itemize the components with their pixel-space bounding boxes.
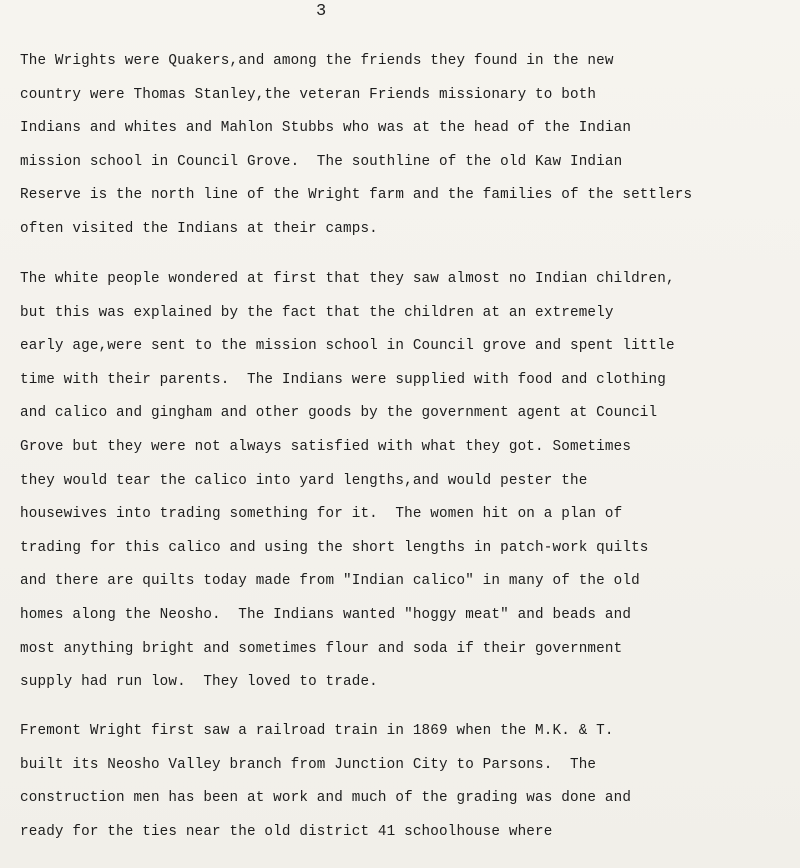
- text-line: trading for this calico and using the short lengths in patch-work quilts: [20, 539, 649, 556]
- text-line: Fremont Wright first saw a railroad train in 1869 when the M.K. & T.: [20, 723, 614, 739]
- text-line: construction men has been at work and much of the grading was done and: [20, 790, 632, 807]
- text-line: mission school in Council Grove. The southline of the old Kaw Indian: [20, 153, 623, 170]
- text-line: Grove but they were not always satisfied with what they got. Sometimes: [20, 438, 632, 455]
- text-line: homes along the Neosho. The Indians wanted "hoggy meat" and beads and: [20, 606, 632, 623]
- paragraph-3: [20, 715, 631, 849]
- text-line: Reserve is the north line of the Wright farm and the families of the settlers: [20, 187, 693, 204]
- text-line: they would tear the calico into yard lengths,and would pester the: [20, 472, 588, 489]
- text-line: country were Thomas Stanley,the veteran Friends missionary to both: [20, 86, 597, 103]
- text-line: built its Neosho Valley branch from Junction City to Parsons. The: [20, 756, 597, 773]
- paragraph-1: [20, 45, 692, 247]
- text-line: most anything bright and sometimes flour and soda if their government: [20, 640, 623, 657]
- text-line: Indians and whites and Mahlon Stubbs who was at the head of the Indian: [20, 120, 632, 137]
- text-line: time with their parents. The Indians were supplied with food and clothing: [20, 371, 666, 388]
- text-line: ready for the ties near the old district 41 schoolhouse where: [20, 823, 553, 840]
- text-line: often visited the Indians at their camps.: [20, 220, 378, 237]
- text-line: The white people wondered at first that they saw almost no Indian children,: [20, 271, 675, 287]
- text-line: and there are quilts today made from "Indian calico" in many of the old: [20, 573, 640, 590]
- text-line: and calico and gingham and other goods by the government agent at Council: [20, 405, 658, 422]
- text-line: The Wrights were Quakers,and among the friends they found in the new: [20, 53, 614, 69]
- text-line: housewives into trading something for it. The women hit on a plan of: [20, 506, 623, 523]
- text-line: supply had run low. They loved to trade.: [20, 674, 378, 691]
- text-line: but this was explained by the fact that the children at an extremely: [20, 304, 614, 321]
- paragraph-2: [20, 263, 675, 700]
- text-line: early age,were sent to the mission school in Council grove and spent little: [20, 338, 675, 355]
- page-number: 3: [316, 2, 327, 21]
